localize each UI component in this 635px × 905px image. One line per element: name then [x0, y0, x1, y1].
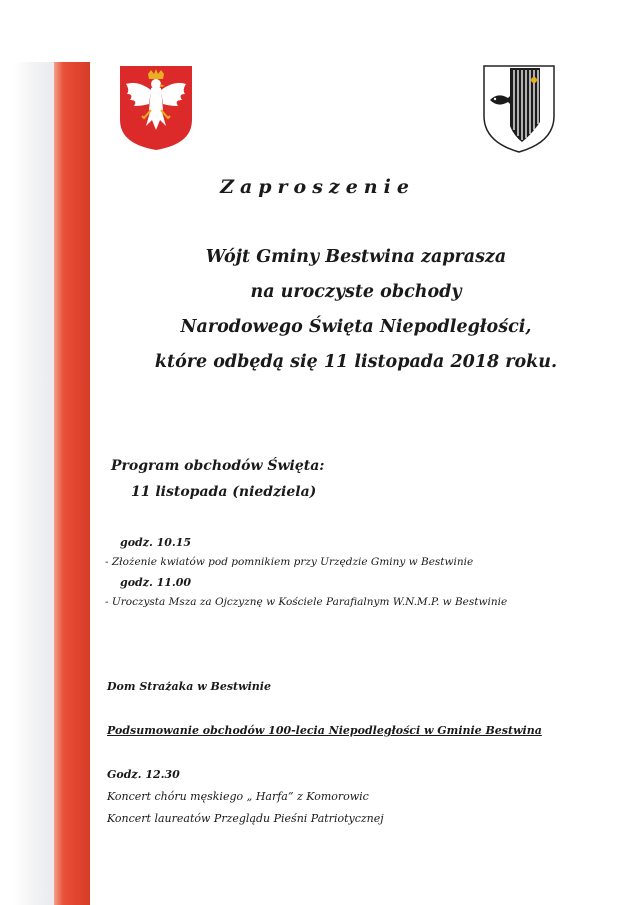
concert-time: Godz. 12.30: [107, 768, 180, 781]
venue-heading: Dom Strażaka w Bestwinie: [107, 680, 271, 693]
program-date: 11 listopada (niedziela): [131, 484, 317, 500]
bestwina-coat-of-arms-icon: [482, 64, 556, 154]
headline-line: Narodowego Święta Niepodległości,: [180, 317, 532, 337]
invitation-headline: [96, 240, 616, 380]
headline-line: które odbędą się 11 listopada 2018 roku.: [154, 352, 558, 372]
event-description: - Złożenie kwiatów pod pomnikiem przy Urzędzie Gminy w Bestwinie: [105, 556, 474, 568]
concert-line: Koncert chóru męskiego „ Harfa” z Komorowic: [107, 790, 369, 803]
concert-line: Koncert laureatów Przeglądu Pieśni Patriotycznej: [107, 812, 384, 825]
event-time: godz. 11.00: [120, 576, 192, 589]
headline-line: Wójt Gminy Bestwina zaprasza: [205, 247, 507, 267]
event-description: - Uroczysta Msza za Ojczyznę w Kościele Parafialnym W.N.M.P. w Bestwinie: [105, 596, 508, 608]
invitation-title: Zaproszenie: [220, 176, 415, 198]
headline-line: na uroczyste obchody: [250, 282, 462, 302]
program-title: Program obchodów Święta:: [111, 458, 325, 474]
summary-heading: Podsumowanie obchodów 100-lecia Niepodległości w Gminie Bestwina: [107, 724, 542, 737]
event-time: godz. 10.15: [120, 536, 192, 549]
polish-white-eagle-emblem-icon: [118, 64, 194, 152]
